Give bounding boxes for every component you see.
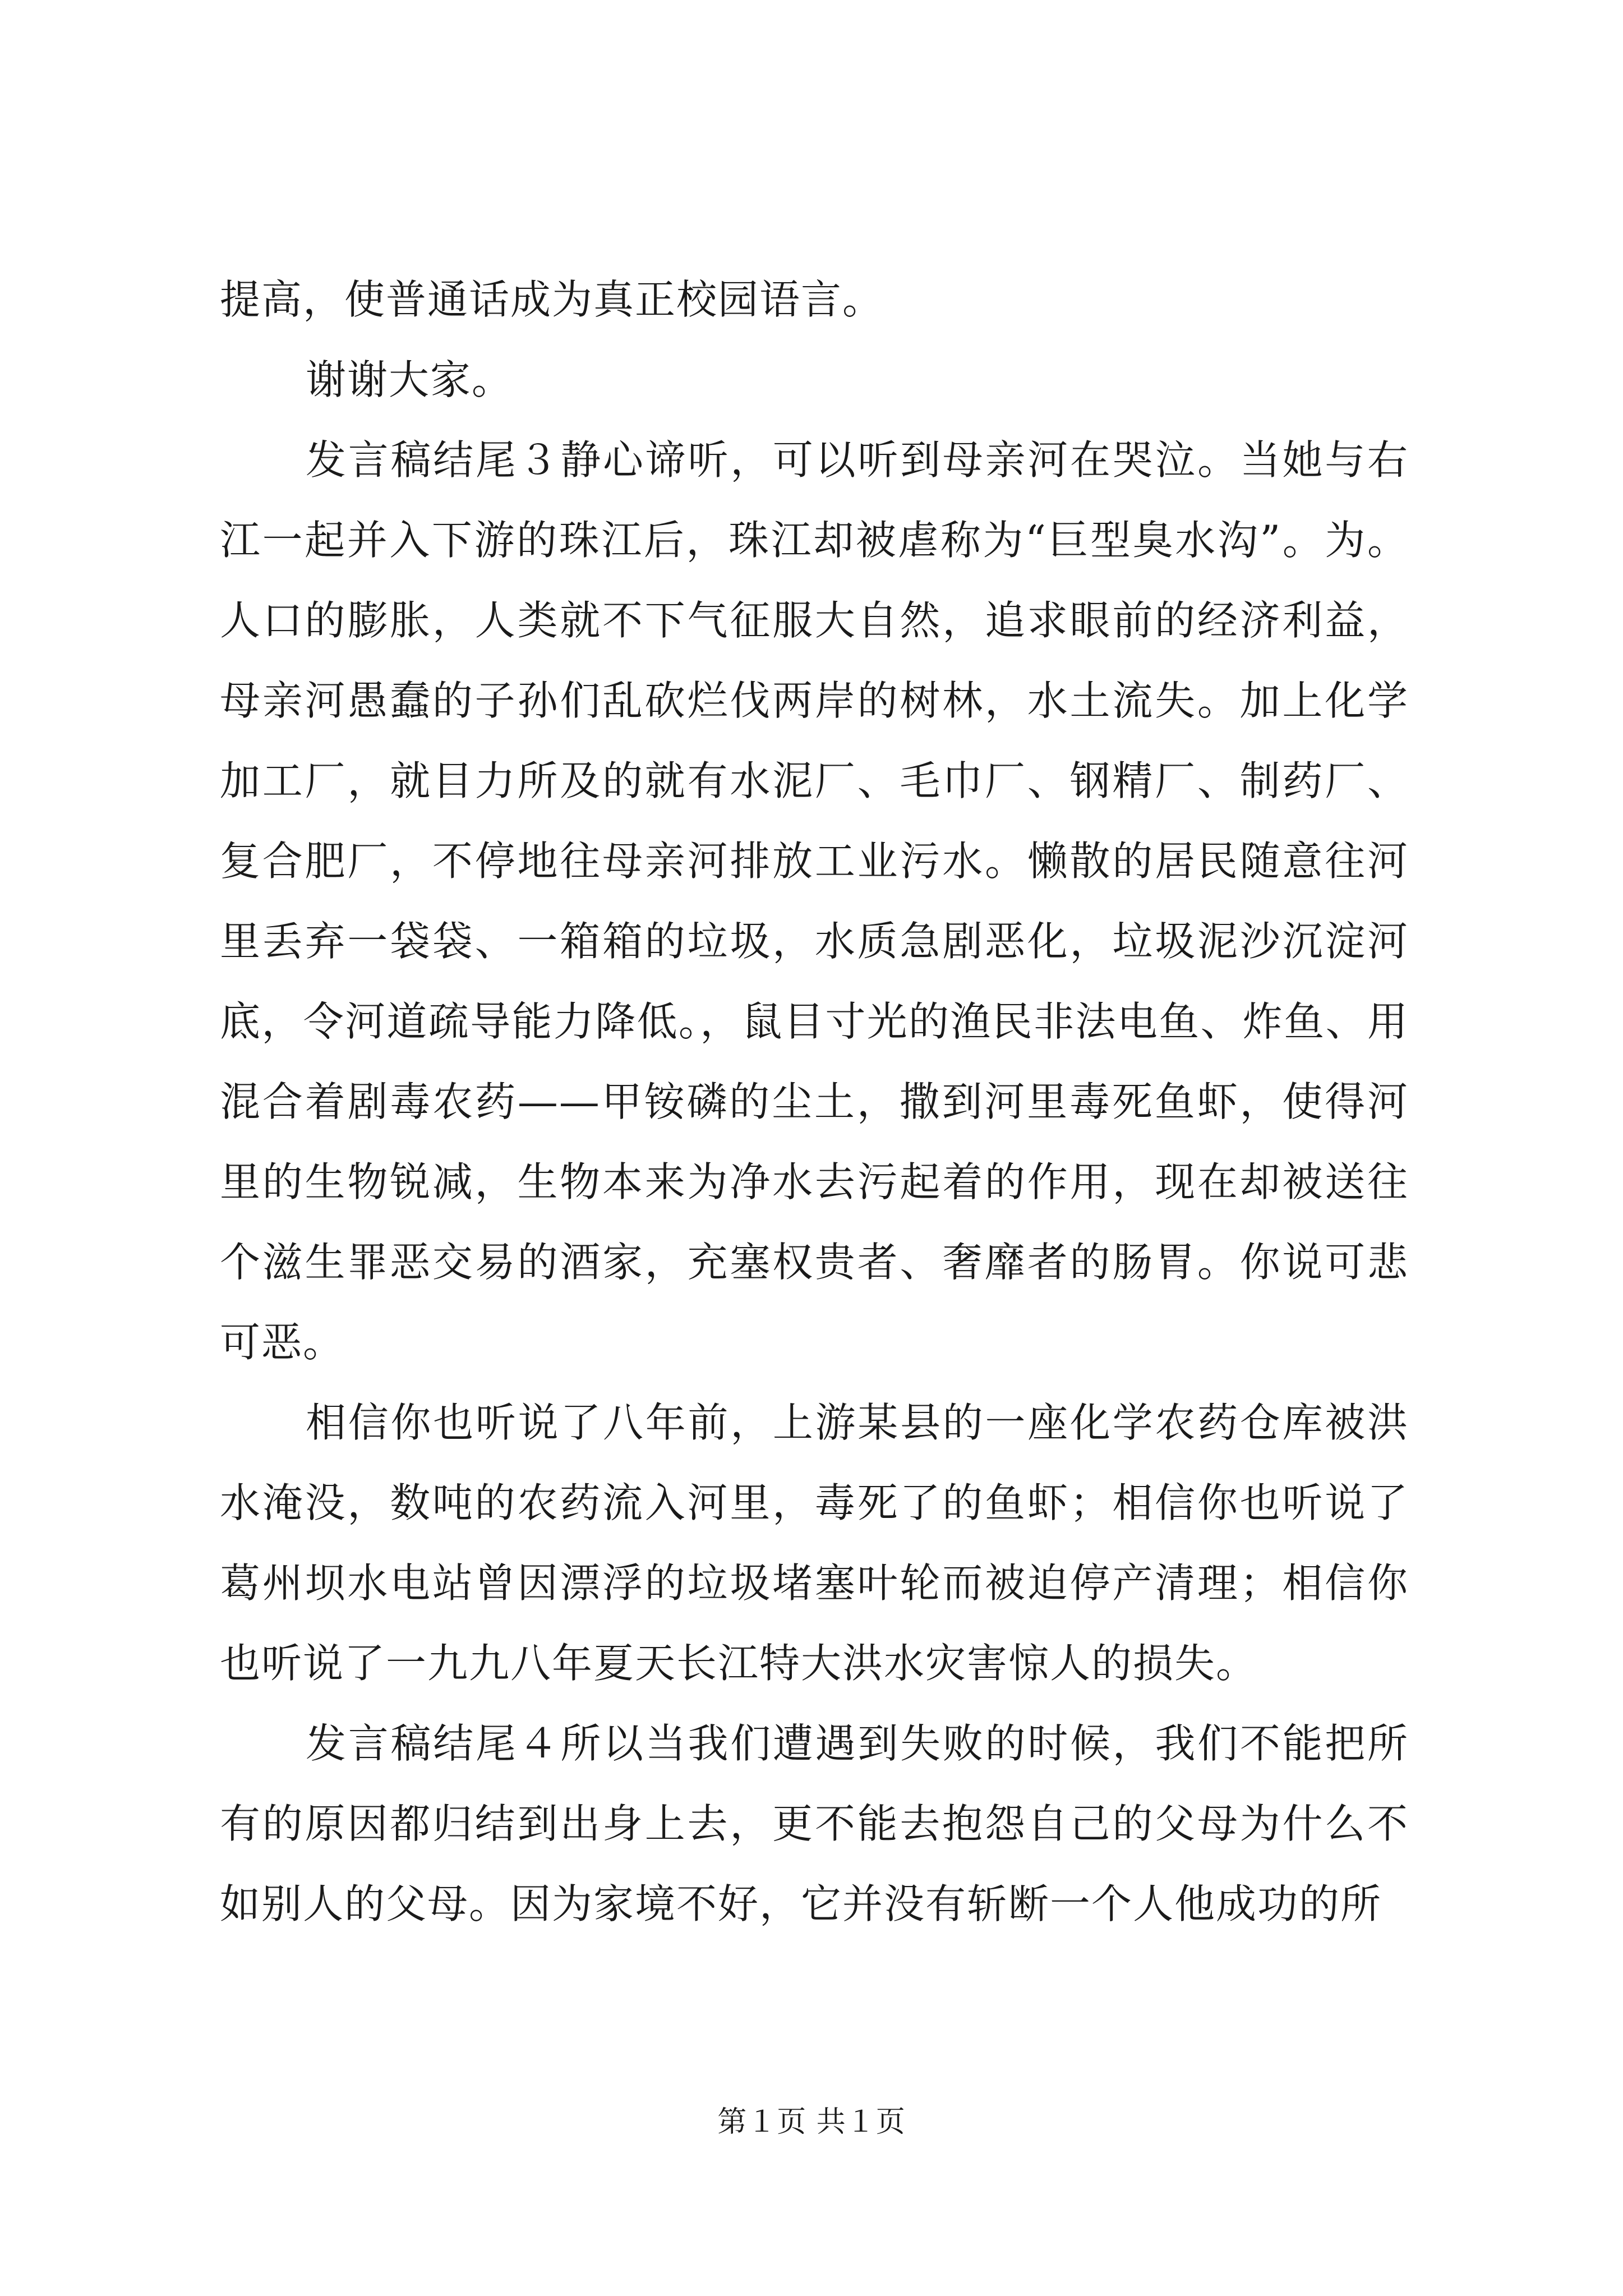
paragraph-4: 相信你也听说了八年前，上游某县的一座化学农药仓库被洪水淹没，数吨的农药流入河里，毒死了的鱼虾；相信你也听说了葛州坝水电站曾因漂浮的垃圾堵塞叶轮而被迫停产清理；相信你也听说了一九九八年夏天长江特大洪水灾害惊人的损失。 <box>220 1399 1409 1687</box>
paragraph-2: 谢谢大家。 <box>306 356 514 403</box>
body-text <box>220 260 1409 1944</box>
paragraph-5: 发言稿结尾４所以当我们遭遇到失败的时候，我们不能把所有的原因都归结到出身上去，更不能去抱怨自己的父母为什么不如别人的父母。因为家境不好，它并没有斩断一个人他成功的所 <box>220 1720 1409 1927</box>
page-footer <box>0 2102 1623 2142</box>
page-number-label: 第１页 共１页 <box>717 2105 906 2139</box>
paragraph-1: 提高，使普通话成为真正校园语言。 <box>220 276 884 323</box>
paragraph-3: 发言稿结尾３静心谛听，可以听到母亲河在哭泣。当她与右江一起并入下游的珠江后，珠江却被虐称为“巨型臭水沟”。为。人口的膨胀，人类就不下气征服大自然，追求眼前的经济利益，母亲河愚蠢的子孙们乱砍烂伐两岸的树林，水土流失。加上化学加工厂，就目力所及的就有水泥厂、毛巾厂、钢精厂、制药厂、复合肥厂，不停地往母亲河排放工业污水。懒散的居民随意往河里丢弃一袋袋、一箱箱的垃圾，水质急剧恶化，垃圾泥沙沉淀河底，令河道疏导能力降低。，鼠目寸光的渔民非法电鱼、炸鱼、用混合着剧毒农药——甲铵磷的尘土，撒到河里毒死鱼虾，使得河里的生物锐减，生物本来为净水去污起着的作用，现在却被送往个滋生罪恶交易的酒家，充塞权贵者、奢靡者的肠胃。你说可悲可恶。 <box>220 436 1409 1366</box>
